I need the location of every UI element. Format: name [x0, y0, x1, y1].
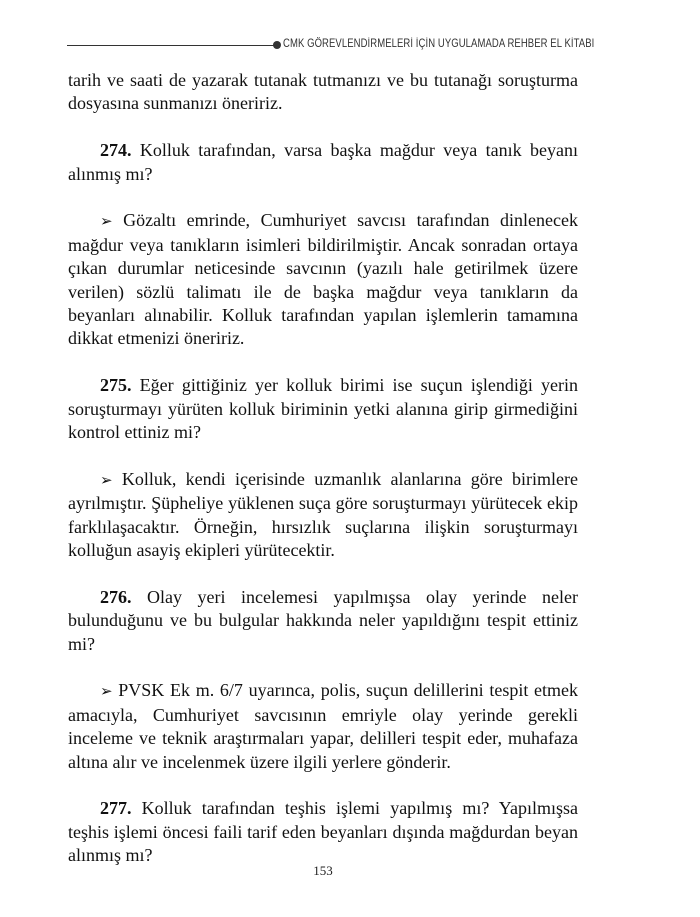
- question-number: 275.: [100, 375, 132, 396]
- question-text: Eğer gittiğiniz yer kolluk birimi ise suçun işlendiği yerin soruşturmayı yürüten kolluk biriminin yetki alanına girip girmediğini kontrol ettiniz mi?: [68, 375, 578, 443]
- answer-text: Gözaltı emrinde, Cumhuriyet savcısı tarafından dinlenecek mağdur veya tanıkların isimleri bildirilmiştir. Ancak sonradan ortaya çıkan durumlar neticesinde savcının (yazılı hale getirilmek üzere verilen) sözlü talimatı ile de başka mağdur veya tanıkların da beyanları alınabilir. Kolluk tarafından yapılan işlemlerin tamamına dikkat etmenizi öneririz.: [68, 210, 578, 349]
- question-276: [68, 586, 578, 656]
- header-bullet-dot: [273, 41, 281, 49]
- question-number: 277.: [100, 798, 132, 819]
- arrow-bullet-icon: ➢: [100, 682, 113, 701]
- answer-text: Kolluk, kendi içerisinde uzmanlık alanlarına göre birimlere ayrılmıştır. Şüpheliye yüklenen suça göre soruşturmayı yürütecek ekip farklılaşacaktır. Örneğin, hırsızlık suçlarına ilişkin soruşturmayı kolluğun asayiş ekipleri yürütecektir.: [68, 468, 578, 561]
- arrow-bullet-icon: ➢: [100, 470, 113, 489]
- question-text: Olay yeri incelemesi yapılmışsa olay yerinde neler bulunduğunu ve bu bulgular hakkında neler yapıldığını tespit ettiniz mi?: [68, 586, 578, 654]
- header-title: CMK GÖREVLENDİRMELERİ İÇİN UYGULAMADA REHBER EL KİTABI: [283, 37, 595, 50]
- question-number: 274.: [100, 140, 132, 161]
- question-277: [68, 797, 578, 867]
- arrow-bullet-icon: ➢: [100, 212, 113, 231]
- answer-275: [68, 468, 578, 563]
- question-number: 276.: [100, 586, 132, 607]
- running-header: [67, 36, 607, 54]
- paragraph-text: tarih ve saati de yazarak tutanak tutmanızı ve bu tutanağı soruşturma dosyasına sunmanızı öneririz.: [68, 70, 578, 114]
- question-text: Kolluk tarafından teşhis işlemi yapılmış mı? Yapılmışsa teşhis işlemi öncesi faili tarif eden beyanları dışında mağdurdan beyan alınmış mı?: [68, 798, 578, 866]
- header-rule: [67, 45, 275, 46]
- page-body: [68, 69, 578, 868]
- question-text: Kolluk tarafından, varsa başka mağdur veya tanık beyanı alınmış mı?: [68, 140, 578, 184]
- answer-274: [68, 209, 578, 350]
- paragraph-continuation: [68, 69, 578, 116]
- answer-276: [68, 679, 578, 774]
- question-275: [68, 374, 578, 444]
- page-number: 153: [313, 863, 333, 878]
- question-274: [68, 139, 578, 186]
- answer-text: PVSK Ek m. 6/7 uyarınca, polis, suçun delillerini tespit etmek amacıyla, Cumhuriyet savcısının emriyle olay yerinde gerekli inceleme ve teknik araştırmaları yapar, delilleri tespit eder, muhafaza altına alır ve incelenmek üzere ilgili yerlere gönderir.: [68, 680, 578, 772]
